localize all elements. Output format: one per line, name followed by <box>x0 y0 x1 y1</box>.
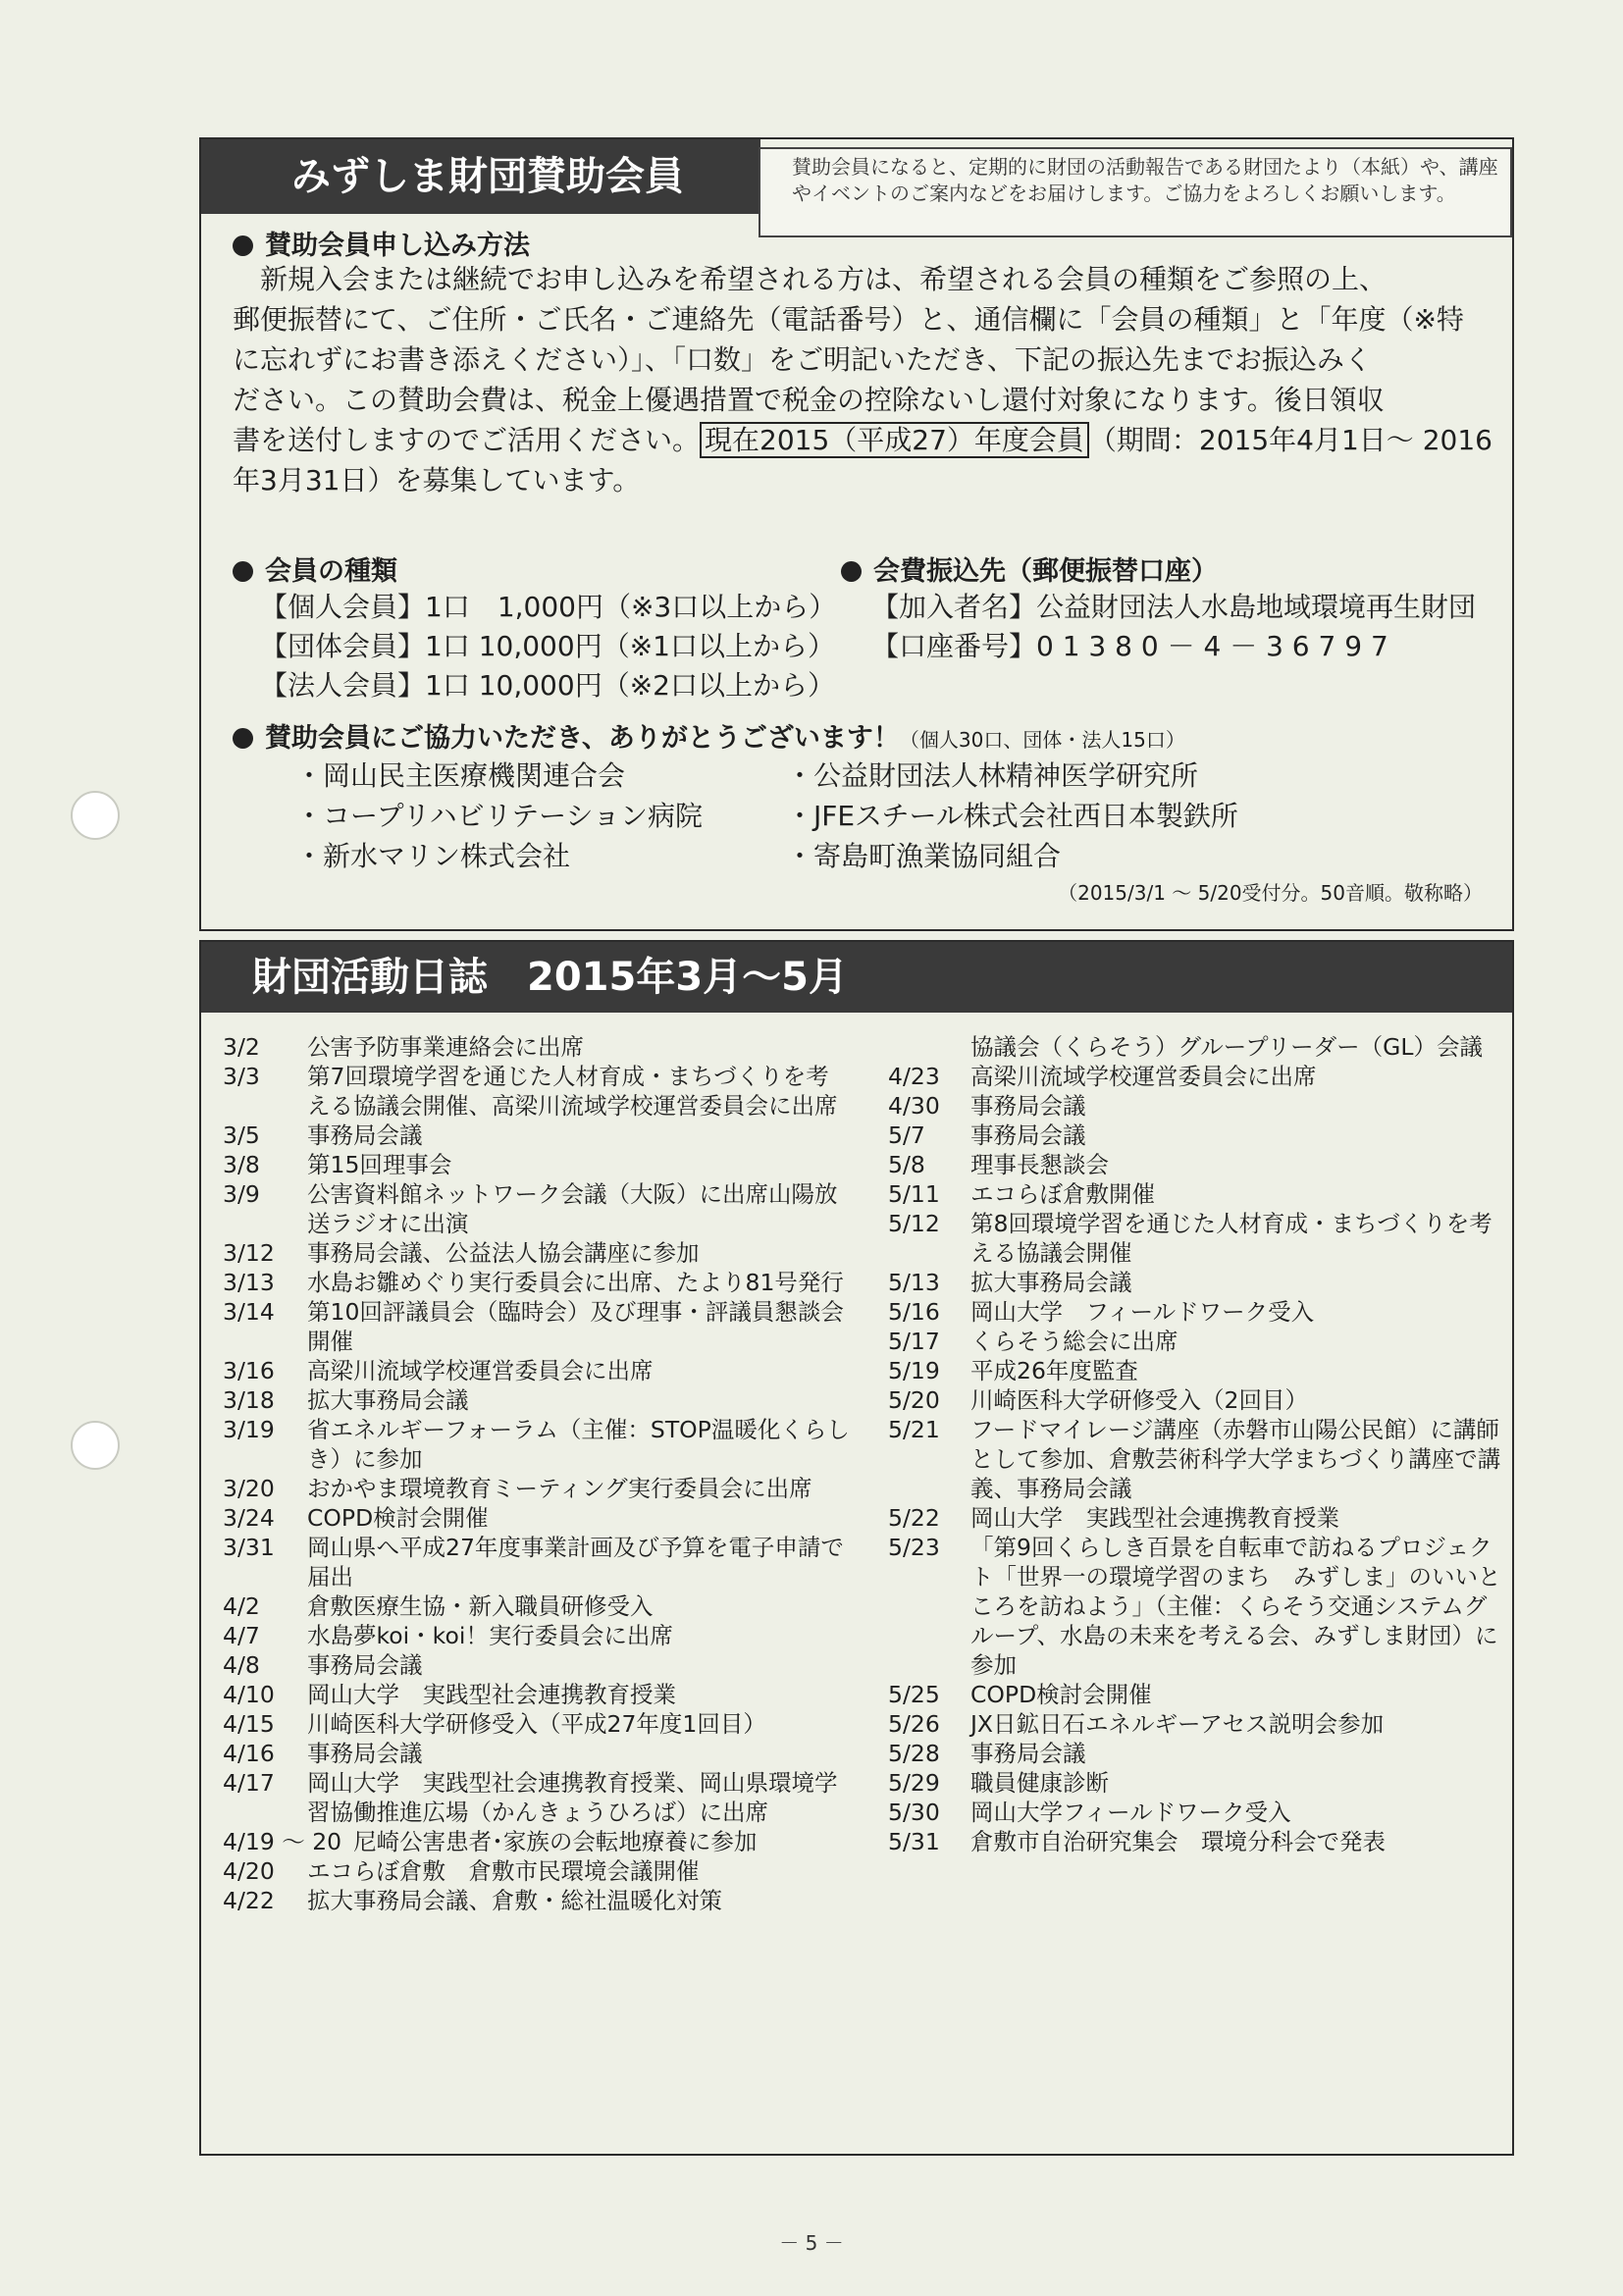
diary-date: 5/11 <box>888 1180 940 1208</box>
diary-text: 平成26年度監査 <box>970 1357 1138 1384</box>
thanks-subtext: （個人30口、団体・法人15口） <box>899 728 1185 752</box>
diary-text: 事務局会議、公益法人協会講座に参加 <box>307 1239 700 1267</box>
support-section-title: みずしま財団賛助会員 <box>201 139 760 214</box>
diary-date: 3/31 <box>223 1534 275 1561</box>
diary-date: 4/22 <box>223 1887 275 1914</box>
diary-date: 5/25 <box>888 1681 940 1708</box>
diary-date: 3/20 <box>223 1475 275 1502</box>
diary-entry <box>223 1886 851 1915</box>
diary-text: くらそう総会に出席 <box>970 1328 1178 1355</box>
diary-text: 川崎医科大学研修受入（平成27年度1回目） <box>307 1710 766 1738</box>
diary-entry <box>888 1827 1506 1856</box>
support-intro-text: 賛助会員になると、定期的に財団の活動報告である財団たより（本紙）や、講座やイベントのご案内などをお届けします。ご協力をよろしくお願いします。 <box>759 147 1512 237</box>
diary-text: 第8回環境学習を通じた人材育成・まちづくりを考える協議会開催 <box>970 1210 1492 1267</box>
diary-text: エコらぼ倉敷 倉敷市民環境会議開催 <box>307 1857 700 1885</box>
diary-date: 3/8 <box>223 1151 260 1178</box>
application-paragraph <box>233 259 1498 500</box>
diary-entry <box>888 1032 1506 1062</box>
diary-date: 5/20 <box>888 1386 940 1414</box>
diary-date: 5/12 <box>888 1210 940 1237</box>
diary-text: 公害予防事業連絡会に出席 <box>307 1033 584 1061</box>
current-year-box: 現在2015（平成27）年度会員 <box>700 422 1089 458</box>
diary-text: COPD検討会開催 <box>307 1504 489 1532</box>
diary-entry <box>888 1179 1506 1209</box>
diary-text: 水島夢koi・koi！実行委員会に出席 <box>307 1622 673 1649</box>
diary-entry <box>888 1680 1506 1709</box>
diary-date: 3/12 <box>223 1239 275 1267</box>
diary-date: 3/9 <box>223 1180 260 1208</box>
diary-entry <box>223 1533 851 1592</box>
thanks-heading: 賛助会員にご協力いただき、ありがとうございます！（個人30口、団体・法人15口） <box>233 716 1185 755</box>
paragraph-line: 書を送付しますのでご活用ください。 現在2015（平成27）年度会員 （期間：2015年4月1日～ 2016 <box>233 424 1492 456</box>
diary-date: 3/3 <box>223 1063 260 1090</box>
diary-text: 第7回環境学習を通じた人材育成・まちづくりを考える協議会開催、高梁川流域学校運営委員会に出席 <box>307 1063 838 1120</box>
diary-date: 5/28 <box>888 1740 940 1767</box>
diary-date: 5/8 <box>888 1151 925 1178</box>
diary-text: JX日鉱日石エネルギーアセス説明会参加 <box>970 1710 1385 1738</box>
diary-text: おかやま環境教育ミーティング実行委員会に出席 <box>307 1475 812 1502</box>
member-type-group: 【団体会員】1口 10,000円（※1口以上から） <box>260 630 835 662</box>
diary-date: 5/30 <box>888 1799 940 1826</box>
diary-date: 5/26 <box>888 1710 940 1738</box>
diary-entry <box>223 1503 851 1533</box>
diary-text: 倉敷医療生協・新入職員研修受入 <box>307 1592 654 1620</box>
diary-date: 3/24 <box>223 1504 275 1532</box>
diary-text: 拡大事務局会議 <box>970 1269 1132 1296</box>
support-member-section <box>199 137 1514 931</box>
diary-text: 事務局会議 <box>970 1740 1086 1767</box>
diary-date: 3/14 <box>223 1298 275 1326</box>
diary-entry <box>223 1179 851 1238</box>
diary-text: 第15回理事会 <box>307 1151 452 1178</box>
diary-text: 岡山大学 実践型社会連携教育授業、岡山県環境学習協働推進広場（かんきょうひろば）に出席 <box>307 1769 838 1826</box>
paragraph-line: 郵便振替にて、ご住所・ご氏名・ご連絡先（電話番号）と、通信欄に「会員の種類」と「年度（※特 <box>233 303 1464 336</box>
diary-date: 5/31 <box>888 1828 940 1855</box>
diary-entry <box>223 1768 851 1827</box>
paragraph-line: 年3月31日）を募集しています。 <box>233 464 641 496</box>
bullet-icon <box>233 235 253 256</box>
diary-entry <box>888 1209 1506 1268</box>
bullet-icon <box>841 561 862 582</box>
diary-entry <box>888 1268 1506 1297</box>
transfer-heading: 会費振込先（郵便振替口座） <box>841 549 1218 588</box>
diary-entry <box>888 1503 1506 1533</box>
diary-text: 事務局会議 <box>970 1122 1086 1149</box>
diary-entry <box>888 1297 1506 1327</box>
diary-text: 岡山大学フィールドワーク受入 <box>970 1799 1291 1826</box>
diary-entry <box>888 1739 1506 1768</box>
diary-date: 3/18 <box>223 1386 275 1414</box>
diary-entry <box>223 1474 851 1503</box>
diary-entry <box>888 1709 1506 1739</box>
transfer-account-number: 【口座番号】0 1 3 8 0 － 4 － 3 6 7 9 7 <box>871 630 1388 662</box>
diary-date: 4/19 ～ 20 <box>223 1828 342 1855</box>
diary-date: 5/19 <box>888 1357 940 1384</box>
diary-entry <box>223 1356 851 1385</box>
diary-entry <box>888 1768 1506 1798</box>
supporters-right-list <box>786 756 1238 876</box>
supporter-item: ・岡山民主医療機関連合会 <box>295 759 626 792</box>
application-heading: 賛助会員申し込み方法 <box>233 224 530 262</box>
diary-entry <box>223 1032 851 1062</box>
diary-entry <box>223 1709 851 1739</box>
member-type-individual: 【個人会員】1口 1,000円（※3口以上から） <box>260 591 837 623</box>
diary-entry <box>223 1827 851 1856</box>
diary-date: 5/22 <box>888 1504 940 1532</box>
diary-text: 川崎医科大学研修受入（2回目） <box>970 1386 1308 1414</box>
member-types-heading: 会員の種類 <box>233 549 397 588</box>
diary-text: 「第9回くらしき百景を自転車で訪ねるプロジェクト「世界一の環境学習のまち みずしま」のいいところを訪ねよう」（主催：くらそう交通システムグループ、水島の未来を考える会、みずしま財団）に参加 <box>970 1534 1501 1679</box>
supporter-item: ・公益財団法人林精神医学研究所 <box>786 759 1199 792</box>
diary-date: 4/16 <box>223 1740 275 1767</box>
diary-entry <box>223 1385 851 1415</box>
diary-text: 省エネルギーフォーラム（主催：STOP温暖化くらしき）に参加 <box>307 1416 850 1473</box>
diary-text: 協議会（くらそう）グループリーダー（GL）会議 <box>970 1033 1483 1061</box>
diary-text: フードマイレージ講座（赤磐市山陽公民館）に講師として参加、倉敷芸術科学大学まちづくり講座で講義、事務局会議 <box>970 1416 1501 1502</box>
supporters-note: （2015/3/1 ～ 5/20受付分。50音順。敬称略） <box>1058 881 1483 905</box>
diary-text: 岡山大学 実践型社会連携教育授業 <box>970 1504 1339 1532</box>
punch-hole-bottom <box>71 1421 120 1470</box>
diary-text: 事務局会議 <box>970 1092 1086 1120</box>
diary-date: 4/15 <box>223 1710 275 1738</box>
supporter-item: ・コープリハビリテーション病院 <box>295 800 703 832</box>
diary-date: 4/17 <box>223 1769 275 1797</box>
diary-entry <box>888 1415 1506 1503</box>
diary-text: 事務局会議 <box>307 1740 423 1767</box>
diary-entry <box>888 1150 1506 1179</box>
diary-text: 水島お雛めぐり実行委員会に出席、たより81号発行 <box>307 1269 844 1296</box>
diary-left-column <box>223 1032 851 1915</box>
diary-text: 理事長懇談会 <box>970 1151 1109 1178</box>
diary-entry <box>223 1150 851 1179</box>
diary-date: 3/19 <box>223 1416 275 1443</box>
diary-date: 5/23 <box>888 1534 940 1561</box>
diary-date <box>888 1032 970 1062</box>
diary-text: エコらぼ倉敷開催 <box>970 1180 1155 1208</box>
paragraph-line: 新規入会または継続でお申し込みを希望される方は、希望される会員の種類をご参照の上、 <box>260 263 1387 295</box>
paragraph-line: ださい。この賛助会費は、税金上優遇措置で税金の控除ないし還付対象になります。後日領収 <box>233 384 1385 416</box>
diary-entry <box>223 1415 851 1474</box>
diary-entry <box>223 1680 851 1709</box>
diary-text: 事務局会議 <box>307 1122 423 1149</box>
diary-entry <box>888 1091 1506 1121</box>
diary-entry <box>223 1739 851 1768</box>
diary-text: 尼崎公害患者･家族の会転地療養に参加 <box>353 1828 758 1855</box>
diary-date: 3/16 <box>223 1357 275 1384</box>
diary-text: 拡大事務局会議、倉敷・総社温暖化対策 <box>307 1887 722 1914</box>
diary-date: 4/7 <box>223 1622 260 1649</box>
diary-date: 5/16 <box>888 1298 940 1326</box>
diary-date: 4/10 <box>223 1681 275 1708</box>
diary-text: 職員健康診断 <box>970 1769 1109 1797</box>
supporter-item: ・新水マリン株式会社 <box>295 840 571 872</box>
diary-text: 事務局会議 <box>307 1651 423 1679</box>
diary-section-title: 財団活動日誌 2015年3月～5月 <box>201 942 1512 1013</box>
diary-entry <box>888 1798 1506 1827</box>
diary-date: 4/30 <box>888 1092 940 1120</box>
diary-date: 5/29 <box>888 1769 940 1797</box>
supporter-item: ・寄島町漁業協同組合 <box>786 840 1062 872</box>
supporter-item: ・JFEスチール株式会社西日本製鉄所 <box>786 800 1238 832</box>
diary-text: 拡大事務局会議 <box>307 1386 469 1414</box>
diary-date: 5/7 <box>888 1122 925 1149</box>
diary-entry <box>223 1592 851 1621</box>
bullet-icon <box>233 728 253 749</box>
diary-entry <box>223 1121 851 1150</box>
diary-date: 3/2 <box>223 1033 260 1061</box>
diary-text: 倉敷市自治研究集会 環境分科会で発表 <box>970 1828 1386 1855</box>
diary-entry <box>223 1268 851 1297</box>
diary-text: 岡山県へ平成27年度事業計画及び予算を電子申請で届出 <box>307 1534 844 1591</box>
diary-entry <box>888 1385 1506 1415</box>
diary-entry <box>223 1856 851 1886</box>
diary-date: 4/20 <box>223 1857 275 1885</box>
diary-date: 5/17 <box>888 1328 940 1355</box>
supporters-left-list <box>295 756 703 876</box>
diary-entry <box>223 1621 851 1650</box>
diary-entry <box>888 1121 1506 1150</box>
diary-text: 公害資料館ネットワーク会議（大阪）に出席山陽放送ラジオに出演 <box>307 1180 838 1237</box>
diary-date: 3/13 <box>223 1269 275 1296</box>
diary-entry <box>888 1356 1506 1385</box>
diary-date: 4/23 <box>888 1063 940 1090</box>
page-number: － 5 － <box>779 2231 844 2255</box>
diary-text: 第10回評議員会（臨時会）及び理事・評議員懇談会開催 <box>307 1298 844 1355</box>
diary-date: 4/8 <box>223 1651 260 1679</box>
diary-text: 高梁川流域学校運営委員会に出席 <box>970 1063 1317 1090</box>
paragraph-line: に忘れずにお書き添えください）」、「口数」をご明記いただき、下記の振込先までお振込みく <box>233 343 1372 376</box>
bullet-icon <box>233 561 253 582</box>
diary-entry <box>888 1327 1506 1356</box>
diary-entry <box>888 1533 1506 1680</box>
diary-entry <box>223 1062 851 1121</box>
diary-entry <box>223 1650 851 1680</box>
diary-text: COPD検討会開催 <box>970 1681 1152 1708</box>
diary-text: 岡山大学 実践型社会連携教育授業 <box>307 1681 676 1708</box>
punch-hole-top <box>71 791 120 840</box>
activity-diary-section <box>199 940 1514 2156</box>
transfer-account-name: 【加入者名】公益財団法人水島地域環境再生財団 <box>871 591 1477 623</box>
member-type-corporate: 【法人会員】1口 10,000円（※2口以上から） <box>260 669 835 702</box>
diary-entry <box>888 1062 1506 1091</box>
diary-date: 3/5 <box>223 1122 260 1149</box>
diary-date: 5/21 <box>888 1416 940 1443</box>
diary-text: 岡山大学 フィールドワーク受入 <box>970 1298 1315 1326</box>
diary-entry <box>223 1238 851 1268</box>
diary-date: 5/13 <box>888 1269 940 1296</box>
diary-entry <box>223 1297 851 1356</box>
diary-right-column <box>888 1032 1506 1856</box>
diary-text: 高梁川流域学校運営委員会に出席 <box>307 1357 654 1384</box>
diary-date: 4/2 <box>223 1592 260 1620</box>
